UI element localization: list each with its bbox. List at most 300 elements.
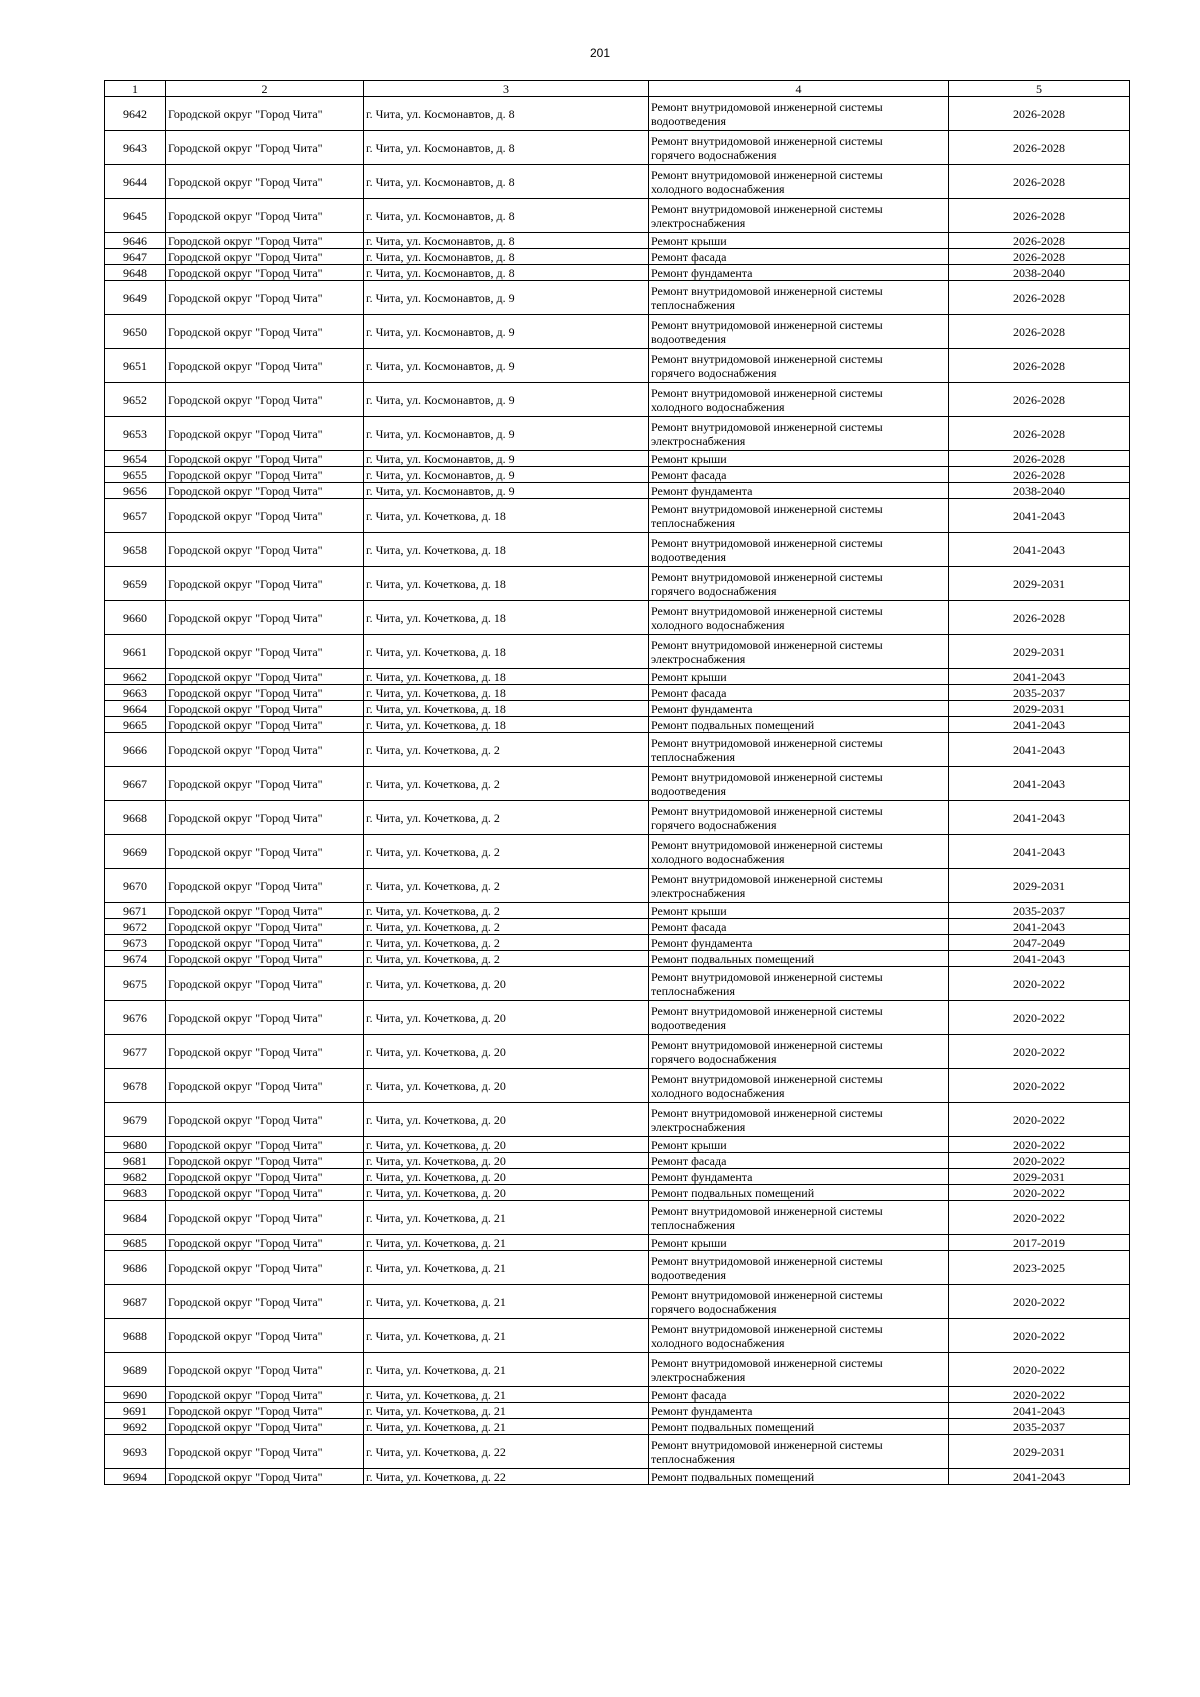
table-row xyxy=(105,131,1130,165)
work-type-line: Ремонт внутридомовой инженерной системы xyxy=(651,637,883,652)
municipality-cell: Городской округ "Город Чита" xyxy=(166,249,364,265)
table-row xyxy=(105,767,1130,801)
work-type-line: Ремонт внутридомовой инженерной системы xyxy=(651,201,883,216)
work-type-line: Ремонт фундамента xyxy=(651,935,753,950)
municipality-cell: Городской округ "Город Чита" xyxy=(166,1235,364,1251)
work-type-cell xyxy=(649,1201,949,1235)
address-cell: г. Чита, ул. Кочеткова, д. 20 xyxy=(364,1185,649,1201)
work-type-cell xyxy=(649,1153,949,1169)
address-cell: г. Чита, ул. Кочеткова, д. 21 xyxy=(364,1201,649,1235)
row-number-cell: 9691 xyxy=(105,1403,166,1419)
work-type-cell xyxy=(649,1103,949,1137)
period-cell: 2026-2028 xyxy=(949,417,1130,451)
work-type-line: водоотведения xyxy=(651,549,726,564)
municipality-cell: Городской округ "Город Чита" xyxy=(166,233,364,249)
address-cell: г. Чита, ул. Космонавтов, д. 8 xyxy=(364,249,649,265)
table-row xyxy=(105,233,1130,249)
work-type-cell xyxy=(649,935,949,951)
work-type-line: Ремонт фундамента xyxy=(651,1169,753,1184)
work-type-cell xyxy=(649,281,949,315)
address-cell: г. Чита, ул. Кочеткова, д. 20 xyxy=(364,967,649,1001)
work-type-line: Ремонт фасада xyxy=(651,467,727,482)
period-cell: 2020-2022 xyxy=(949,1103,1130,1137)
period-cell: 2035-2037 xyxy=(949,1419,1130,1435)
municipality-cell: Городской округ "Город Чита" xyxy=(166,767,364,801)
work-type-line: теплоснабжения xyxy=(651,749,735,764)
address-cell: г. Чита, ул. Космонавтов, д. 9 xyxy=(364,467,649,483)
table-row xyxy=(105,951,1130,967)
work-type-cell xyxy=(649,767,949,801)
table-row xyxy=(105,1435,1130,1469)
row-number-cell: 9669 xyxy=(105,835,166,869)
row-number-cell: 9667 xyxy=(105,767,166,801)
period-cell: 2035-2037 xyxy=(949,903,1130,919)
table-row xyxy=(105,1201,1130,1235)
address-cell: г. Чита, ул. Космонавтов, д. 8 xyxy=(364,265,649,281)
work-type-line: теплоснабжения xyxy=(651,1217,735,1232)
work-type-cell xyxy=(649,1169,949,1185)
period-cell: 2041-2043 xyxy=(949,801,1130,835)
address-cell: г. Чита, ул. Кочеткова, д. 18 xyxy=(364,701,649,717)
work-type-line: горячего водоснабжения xyxy=(651,1051,777,1066)
table-row xyxy=(105,701,1130,717)
table-row xyxy=(105,1153,1130,1169)
work-type-cell xyxy=(649,1285,949,1319)
municipality-cell: Городской округ "Город Чита" xyxy=(166,281,364,315)
work-type-cell xyxy=(649,951,949,967)
work-type-line: Ремонт внутридомовой инженерной системы xyxy=(651,133,883,148)
work-type-cell xyxy=(649,919,949,935)
work-type-cell xyxy=(649,1137,949,1153)
column-number-1: 1 xyxy=(105,81,166,97)
row-number-cell: 9663 xyxy=(105,685,166,701)
row-number-cell: 9693 xyxy=(105,1435,166,1469)
table-row xyxy=(105,1353,1130,1387)
table-row xyxy=(105,1035,1130,1069)
period-cell: 2020-2022 xyxy=(949,1153,1130,1169)
row-number-cell: 9650 xyxy=(105,315,166,349)
work-type-cell xyxy=(649,835,949,869)
work-type-cell xyxy=(649,635,949,669)
row-number-cell: 9689 xyxy=(105,1353,166,1387)
work-type-cell xyxy=(649,869,949,903)
page-number: 201 xyxy=(589,46,611,60)
work-type-line: Ремонт крыши xyxy=(651,1235,727,1250)
period-cell: 2029-2031 xyxy=(949,635,1130,669)
municipality-cell: Городской округ "Город Чита" xyxy=(166,499,364,533)
work-type-line: Ремонт внутридомовой инженерной системы xyxy=(651,803,883,818)
table-row xyxy=(105,903,1130,919)
work-type-line: Ремонт внутридомовой инженерной системы xyxy=(651,1003,883,1018)
work-type-line: Ремонт крыши xyxy=(651,233,727,248)
address-cell: г. Чита, ул. Кочеткова, д. 18 xyxy=(364,717,649,733)
work-type-line: Ремонт внутридомовой инженерной системы xyxy=(651,1037,883,1052)
period-cell: 2029-2031 xyxy=(949,567,1130,601)
municipality-cell: Городской округ "Город Чита" xyxy=(166,483,364,499)
work-type-line: холодного водоснабжения xyxy=(651,1335,785,1350)
work-type-cell xyxy=(649,499,949,533)
municipality-cell: Городской округ "Город Чита" xyxy=(166,1201,364,1235)
work-type-cell xyxy=(649,1001,949,1035)
row-number-cell: 9654 xyxy=(105,451,166,467)
work-type-cell xyxy=(649,249,949,265)
work-type-line: Ремонт внутридомовой инженерной системы xyxy=(651,1203,883,1218)
work-type-line: Ремонт подвальных помещений xyxy=(651,717,815,732)
work-type-line: электроснабжения xyxy=(651,433,746,448)
row-number-cell: 9690 xyxy=(105,1387,166,1403)
municipality-cell: Городской округ "Город Чита" xyxy=(166,97,364,131)
work-type-cell xyxy=(649,733,949,767)
row-number-cell: 9643 xyxy=(105,131,166,165)
period-cell: 2020-2022 xyxy=(949,1001,1130,1035)
table-row xyxy=(105,801,1130,835)
address-cell: г. Чита, ул. Кочеткова, д. 20 xyxy=(364,1035,649,1069)
address-cell: г. Чита, ул. Кочеткова, д. 2 xyxy=(364,835,649,869)
period-cell: 2020-2022 xyxy=(949,1201,1130,1235)
table-row xyxy=(105,483,1130,499)
work-type-cell xyxy=(649,1469,949,1485)
row-number-cell: 9666 xyxy=(105,733,166,767)
period-cell: 2020-2022 xyxy=(949,1285,1130,1319)
work-type-line: Ремонт фундамента xyxy=(651,265,753,280)
period-cell: 2041-2043 xyxy=(949,919,1130,935)
work-type-line: Ремонт крыши xyxy=(651,451,727,466)
table-row xyxy=(105,1285,1130,1319)
municipality-cell: Городской округ "Город Чита" xyxy=(166,1353,364,1387)
municipality-cell: Городской округ "Город Чита" xyxy=(166,919,364,935)
address-cell: г. Чита, ул. Кочеткова, д. 18 xyxy=(364,685,649,701)
municipality-cell: Городской округ "Город Чита" xyxy=(166,869,364,903)
period-cell: 2041-2043 xyxy=(949,533,1130,567)
row-number-cell: 9664 xyxy=(105,701,166,717)
work-type-line: горячего водоснабжения xyxy=(651,817,777,832)
row-number-cell: 9676 xyxy=(105,1001,166,1035)
table-row xyxy=(105,499,1130,533)
work-type-cell xyxy=(649,567,949,601)
work-type-cell xyxy=(649,349,949,383)
period-cell: 2041-2043 xyxy=(949,767,1130,801)
address-cell: г. Чита, ул. Кочеткова, д. 21 xyxy=(364,1319,649,1353)
work-type-cell xyxy=(649,165,949,199)
municipality-cell: Городской округ "Город Чита" xyxy=(166,1069,364,1103)
address-cell: г. Чита, ул. Кочеткова, д. 18 xyxy=(364,499,649,533)
row-number-cell: 9680 xyxy=(105,1137,166,1153)
address-cell: г. Чита, ул. Космонавтов, д. 8 xyxy=(364,97,649,131)
period-cell: 2026-2028 xyxy=(949,281,1130,315)
municipality-cell: Городской округ "Город Чита" xyxy=(166,1435,364,1469)
work-type-line: Ремонт внутридомовой инженерной системы xyxy=(651,167,883,182)
table-row xyxy=(105,315,1130,349)
table-row xyxy=(105,967,1130,1001)
period-cell: 2026-2028 xyxy=(949,383,1130,417)
table-row xyxy=(105,451,1130,467)
row-number-cell: 9681 xyxy=(105,1153,166,1169)
work-type-line: горячего водоснабжения xyxy=(651,583,777,598)
municipality-cell: Городской округ "Город Чита" xyxy=(166,383,364,417)
table-row xyxy=(105,869,1130,903)
table-row xyxy=(105,835,1130,869)
address-cell: г. Чита, ул. Кочеткова, д. 21 xyxy=(364,1353,649,1387)
table-row xyxy=(105,417,1130,451)
table-row xyxy=(105,1069,1130,1103)
address-cell: г. Чита, ул. Кочеткова, д. 2 xyxy=(364,903,649,919)
table-row xyxy=(105,199,1130,233)
work-type-line: Ремонт крыши xyxy=(651,1137,727,1152)
row-number-cell: 9660 xyxy=(105,601,166,635)
period-cell: 2041-2043 xyxy=(949,499,1130,533)
work-type-line: теплоснабжения xyxy=(651,983,735,998)
address-cell: г. Чита, ул. Кочеткова, д. 2 xyxy=(364,951,649,967)
work-type-line: теплоснабжения xyxy=(651,297,735,312)
row-number-cell: 9665 xyxy=(105,717,166,733)
table-row xyxy=(105,635,1130,669)
municipality-cell: Городской округ "Город Чита" xyxy=(166,533,364,567)
row-number-cell: 9692 xyxy=(105,1419,166,1435)
row-number-cell: 9683 xyxy=(105,1185,166,1201)
work-type-cell xyxy=(649,717,949,733)
row-number-cell: 9668 xyxy=(105,801,166,835)
work-type-cell xyxy=(649,1353,949,1387)
period-cell: 2020-2022 xyxy=(949,967,1130,1001)
work-type-line: холодного водоснабжения xyxy=(651,617,785,632)
municipality-cell: Городской округ "Город Чита" xyxy=(166,1419,364,1435)
work-type-line: холодного водоснабжения xyxy=(651,399,785,414)
work-type-line: водоотведения xyxy=(651,331,726,346)
address-cell: г. Чита, ул. Кочеткова, д. 2 xyxy=(364,733,649,767)
municipality-cell: Городской округ "Город Чита" xyxy=(166,835,364,869)
work-type-line: холодного водоснабжения xyxy=(651,181,785,196)
work-type-line: водоотведения xyxy=(651,113,726,128)
municipality-cell: Городской округ "Город Чита" xyxy=(166,635,364,669)
row-number-cell: 9661 xyxy=(105,635,166,669)
work-type-line: Ремонт внутридомовой инженерной системы xyxy=(651,317,883,332)
period-cell: 2041-2043 xyxy=(949,733,1130,767)
period-cell: 2035-2037 xyxy=(949,685,1130,701)
municipality-cell: Городской округ "Город Чита" xyxy=(166,685,364,701)
row-number-cell: 9655 xyxy=(105,467,166,483)
municipality-cell: Городской округ "Город Чита" xyxy=(166,951,364,967)
work-type-cell xyxy=(649,467,949,483)
column-number-row xyxy=(105,81,1130,97)
municipality-cell: Городской округ "Город Чита" xyxy=(166,165,364,199)
work-type-line: Ремонт внутридомовой инженерной системы xyxy=(651,837,883,852)
row-number-cell: 9688 xyxy=(105,1319,166,1353)
table-row xyxy=(105,1469,1130,1485)
municipality-cell: Городской округ "Город Чита" xyxy=(166,1251,364,1285)
table-row xyxy=(105,265,1130,281)
address-cell: г. Чита, ул. Кочеткова, д. 21 xyxy=(364,1285,649,1319)
work-type-cell xyxy=(649,1403,949,1419)
row-number-cell: 9673 xyxy=(105,935,166,951)
row-number-cell: 9658 xyxy=(105,533,166,567)
period-cell: 2020-2022 xyxy=(949,1137,1130,1153)
row-number-cell: 9672 xyxy=(105,919,166,935)
address-cell: г. Чита, ул. Космонавтов, д. 9 xyxy=(364,417,649,451)
period-cell: 2020-2022 xyxy=(949,1353,1130,1387)
address-cell: г. Чита, ул. Кочеткова, д. 2 xyxy=(364,869,649,903)
table-row xyxy=(105,1319,1130,1353)
period-cell: 2041-2043 xyxy=(949,1469,1130,1485)
address-cell: г. Чита, ул. Кочеткова, д. 21 xyxy=(364,1419,649,1435)
address-cell: г. Чита, ул. Кочеткова, д. 18 xyxy=(364,567,649,601)
registry-table xyxy=(104,80,1130,1485)
address-cell: г. Чита, ул. Кочеткова, д. 22 xyxy=(364,1469,649,1485)
table-row xyxy=(105,685,1130,701)
work-type-cell xyxy=(649,701,949,717)
municipality-cell: Городской округ "Город Чита" xyxy=(166,451,364,467)
address-cell: г. Чита, ул. Кочеткова, д. 21 xyxy=(364,1251,649,1285)
period-cell: 2026-2028 xyxy=(949,165,1130,199)
address-cell: г. Чита, ул. Кочеткова, д. 18 xyxy=(364,669,649,685)
table-row xyxy=(105,1103,1130,1137)
row-number-cell: 9657 xyxy=(105,499,166,533)
address-cell: г. Чита, ул. Космонавтов, д. 9 xyxy=(364,483,649,499)
period-cell: 2026-2028 xyxy=(949,199,1130,233)
period-cell: 2020-2022 xyxy=(949,1185,1130,1201)
work-type-line: Ремонт подвальных помещений xyxy=(651,951,815,966)
period-cell: 2041-2043 xyxy=(949,1403,1130,1419)
work-type-line: Ремонт внутридомовой инженерной системы xyxy=(651,535,883,550)
work-type-cell xyxy=(649,1185,949,1201)
period-cell: 2038-2040 xyxy=(949,265,1130,281)
row-number-cell: 9642 xyxy=(105,97,166,131)
work-type-cell xyxy=(649,685,949,701)
work-type-line: Ремонт фасада xyxy=(651,919,727,934)
period-cell: 2041-2043 xyxy=(949,669,1130,685)
table-row xyxy=(105,717,1130,733)
row-number-cell: 9648 xyxy=(105,265,166,281)
period-cell: 2023-2025 xyxy=(949,1251,1130,1285)
table-row xyxy=(105,601,1130,635)
work-type-line: Ремонт крыши xyxy=(651,903,727,918)
table-row xyxy=(105,1235,1130,1251)
work-type-line: холодного водоснабжения xyxy=(651,1085,785,1100)
municipality-cell: Городской округ "Город Чита" xyxy=(166,967,364,1001)
municipality-cell: Городской округ "Город Чита" xyxy=(166,717,364,733)
work-type-cell xyxy=(649,1035,949,1069)
address-cell: г. Чита, ул. Космонавтов, д. 9 xyxy=(364,349,649,383)
work-type-line: электроснабжения xyxy=(651,885,746,900)
municipality-cell: Городской округ "Город Чита" xyxy=(166,1185,364,1201)
work-type-cell xyxy=(649,131,949,165)
address-cell: г. Чита, ул. Космонавтов, д. 8 xyxy=(364,233,649,249)
table-row xyxy=(105,349,1130,383)
address-cell: г. Чита, ул. Кочеткова, д. 20 xyxy=(364,1069,649,1103)
work-type-cell xyxy=(649,417,949,451)
period-cell: 2041-2043 xyxy=(949,835,1130,869)
work-type-line: Ремонт фундамента xyxy=(651,701,753,716)
table-row xyxy=(105,1403,1130,1419)
work-type-line: электроснабжения xyxy=(651,651,746,666)
municipality-cell: Городской округ "Город Чита" xyxy=(166,1103,364,1137)
work-type-cell xyxy=(649,451,949,467)
municipality-cell: Городской округ "Город Чита" xyxy=(166,669,364,685)
work-type-cell xyxy=(649,1319,949,1353)
period-cell: 2038-2040 xyxy=(949,483,1130,499)
period-cell: 2026-2028 xyxy=(949,451,1130,467)
municipality-cell: Городской округ "Город Чита" xyxy=(166,1387,364,1403)
address-cell: г. Чита, ул. Космонавтов, д. 8 xyxy=(364,199,649,233)
table-row xyxy=(105,1137,1130,1153)
municipality-cell: Городской округ "Город Чита" xyxy=(166,417,364,451)
work-type-line: горячего водоснабжения xyxy=(651,365,777,380)
period-cell: 2020-2022 xyxy=(949,1069,1130,1103)
work-type-line: Ремонт внутридомовой инженерной системы xyxy=(651,1105,883,1120)
work-type-cell xyxy=(649,533,949,567)
period-cell: 2017-2019 xyxy=(949,1235,1130,1251)
table-row xyxy=(105,1387,1130,1403)
row-number-cell: 9682 xyxy=(105,1169,166,1185)
work-type-line: Ремонт подвальных помещений xyxy=(651,1419,815,1434)
column-number-4: 4 xyxy=(649,81,949,97)
column-number-5: 5 xyxy=(949,81,1130,97)
work-type-line: горячего водоснабжения xyxy=(651,1301,777,1316)
table-row xyxy=(105,1169,1130,1185)
work-type-line: электроснабжения xyxy=(651,1369,746,1384)
period-cell: 2026-2028 xyxy=(949,601,1130,635)
period-cell: 2026-2028 xyxy=(949,97,1130,131)
municipality-cell: Городской округ "Город Чита" xyxy=(166,801,364,835)
work-type-line: электроснабжения xyxy=(651,215,746,230)
work-type-line: теплоснабжения xyxy=(651,1451,735,1466)
row-number-cell: 9687 xyxy=(105,1285,166,1319)
municipality-cell: Городской округ "Город Чита" xyxy=(166,1403,364,1419)
row-number-cell: 9652 xyxy=(105,383,166,417)
address-cell: г. Чита, ул. Кочеткова, д. 20 xyxy=(364,1137,649,1153)
period-cell: 2041-2043 xyxy=(949,717,1130,733)
period-cell: 2026-2028 xyxy=(949,249,1130,265)
row-number-cell: 9685 xyxy=(105,1235,166,1251)
table-row xyxy=(105,567,1130,601)
period-cell: 2026-2028 xyxy=(949,233,1130,249)
address-cell: г. Чита, ул. Кочеткова, д. 22 xyxy=(364,1435,649,1469)
column-number-2: 2 xyxy=(166,81,364,97)
table-row xyxy=(105,919,1130,935)
table-row xyxy=(105,935,1130,951)
work-type-cell xyxy=(649,315,949,349)
period-cell: 2026-2028 xyxy=(949,131,1130,165)
work-type-line: Ремонт внутридомовой инженерной системы xyxy=(651,419,883,434)
table-row xyxy=(105,97,1130,131)
work-type-line: Ремонт внутридомовой инженерной системы xyxy=(651,385,883,400)
row-number-cell: 9679 xyxy=(105,1103,166,1137)
work-type-line: Ремонт подвальных помещений xyxy=(651,1185,815,1200)
row-number-cell: 9670 xyxy=(105,869,166,903)
work-type-cell xyxy=(649,265,949,281)
address-cell: г. Чита, ул. Космонавтов, д. 8 xyxy=(364,165,649,199)
municipality-cell: Городской округ "Город Чита" xyxy=(166,349,364,383)
address-cell: г. Чита, ул. Кочеткова, д. 20 xyxy=(364,1169,649,1185)
work-type-line: Ремонт внутридомовой инженерной системы xyxy=(651,769,883,784)
address-cell: г. Чита, ул. Кочеткова, д. 21 xyxy=(364,1387,649,1403)
address-cell: г. Чита, ул. Кочеткова, д. 2 xyxy=(364,801,649,835)
period-cell: 2041-2043 xyxy=(949,951,1130,967)
work-type-cell xyxy=(649,199,949,233)
table-row xyxy=(105,1251,1130,1285)
work-type-line: Ремонт фасада xyxy=(651,1153,727,1168)
municipality-cell: Городской округ "Город Чита" xyxy=(166,601,364,635)
row-number-cell: 9684 xyxy=(105,1201,166,1235)
row-number-cell: 9659 xyxy=(105,567,166,601)
work-type-cell xyxy=(649,1387,949,1403)
table-row xyxy=(105,383,1130,417)
row-number-cell: 9645 xyxy=(105,199,166,233)
address-cell: г. Чита, ул. Кочеткова, д. 21 xyxy=(364,1403,649,1419)
work-type-line: Ремонт фундамента xyxy=(651,483,753,498)
municipality-cell: Городской округ "Город Чита" xyxy=(166,1035,364,1069)
work-type-line: Ремонт внутридомовой инженерной системы xyxy=(651,1287,883,1302)
work-type-line: Ремонт внутридомовой инженерной системы xyxy=(651,569,883,584)
